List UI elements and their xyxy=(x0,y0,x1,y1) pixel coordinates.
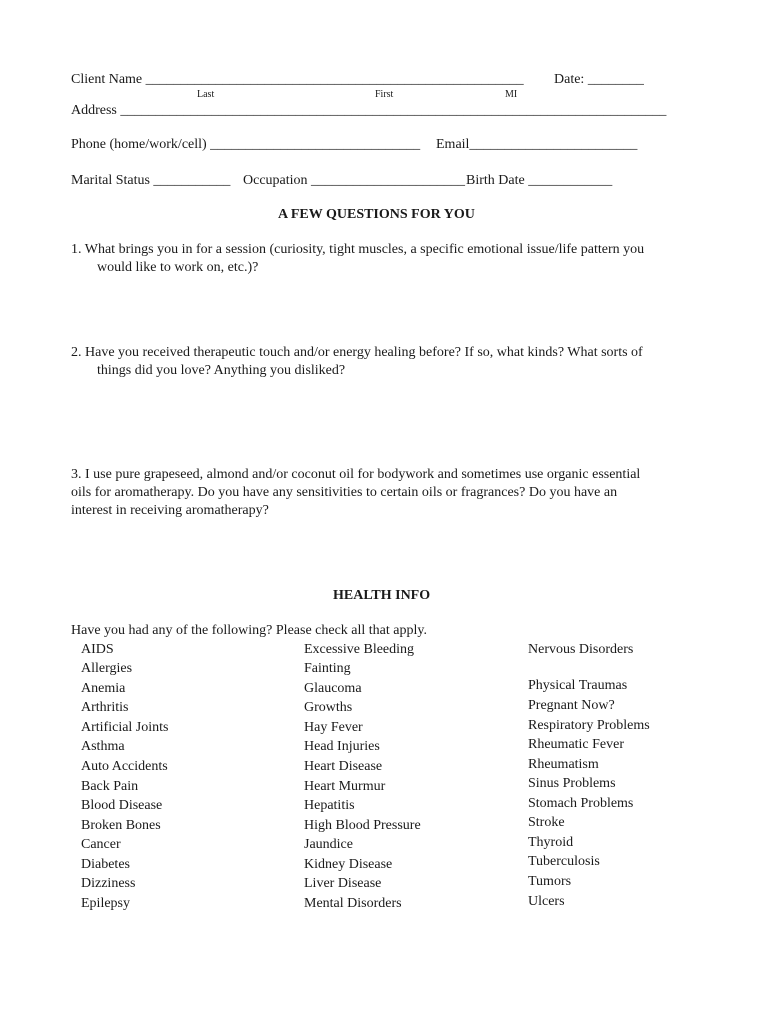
last-name-sublabel: Last xyxy=(197,89,215,100)
middle-initial-sublabel: MI xyxy=(505,89,518,100)
question-3-line-3: interest in receiving aromatherapy? xyxy=(71,503,269,518)
condition-item[interactable]: Thyroid xyxy=(528,835,574,850)
question-2 xyxy=(71,344,643,380)
condition-item[interactable]: Ulcers xyxy=(528,894,565,909)
condition-item[interactable]: Auto Accidents xyxy=(81,759,168,774)
condition-item[interactable]: Mental Disorders xyxy=(304,896,402,911)
condition-item[interactable]: High Blood Pressure xyxy=(304,818,421,833)
condition-item[interactable]: Liver Disease xyxy=(304,876,382,891)
condition-item[interactable]: AIDS xyxy=(81,642,114,657)
condition-item[interactable]: Blood Disease xyxy=(81,798,163,813)
health-heading: HEALTH INFO xyxy=(333,588,431,603)
question-3 xyxy=(71,466,640,520)
question-3-line-2: oils for aromatherapy. Do you have any sensitivities to certain oils or fragrances? Do you have an xyxy=(71,485,618,500)
condition-item[interactable]: Tuberculosis xyxy=(528,854,600,869)
condition-item[interactable]: Growths xyxy=(304,700,353,715)
condition-item[interactable]: Asthma xyxy=(81,739,125,754)
condition-item[interactable]: Anemia xyxy=(81,681,126,696)
question-1-line-2: would like to work on, etc.)? xyxy=(97,260,259,275)
question-2-line-2: things did you love? Anything you disliked? xyxy=(97,363,346,378)
condition-item[interactable]: Artificial Joints xyxy=(81,720,169,735)
question-2-line-1: 2. Have you received therapeutic touch and/or energy healing before? If so, what kinds? What sorts of xyxy=(71,345,643,360)
first-name-sublabel: First xyxy=(375,89,394,100)
condition-item[interactable]: Excessive Bleeding xyxy=(304,642,415,657)
condition-item[interactable]: Epilepsy xyxy=(81,896,130,911)
marital-status-field[interactable]: Marital Status ___________ xyxy=(71,173,231,188)
condition-item[interactable]: Stomach Problems xyxy=(528,796,634,811)
address-field[interactable]: Address ______________________________________________________________________________ xyxy=(71,103,667,118)
occupation-field[interactable]: Occupation ______________________ xyxy=(243,173,466,188)
question-3-line-1: 3. I use pure grapeseed, almond and/or coconut oil for bodywork and sometimes use organic essential xyxy=(71,467,641,482)
condition-item[interactable]: Glaucoma xyxy=(304,681,362,696)
condition-item[interactable]: Arthritis xyxy=(81,700,129,715)
condition-item[interactable]: Diabetes xyxy=(81,857,130,872)
condition-item[interactable]: Hepatitis xyxy=(304,798,355,813)
condition-item[interactable]: Broken Bones xyxy=(81,818,161,833)
condition-item[interactable]: Respiratory Problems xyxy=(528,718,650,733)
condition-item[interactable]: Allergies xyxy=(81,661,133,676)
condition-item[interactable]: Heart Disease xyxy=(304,759,383,774)
condition-item[interactable]: Cancer xyxy=(81,837,121,852)
condition-item[interactable]: Head Injuries xyxy=(304,739,380,754)
questions-heading: A FEW QUESTIONS FOR YOU xyxy=(278,207,475,222)
condition-item[interactable]: Stroke xyxy=(528,815,565,830)
condition-item[interactable]: Dizziness xyxy=(81,876,136,891)
email-field[interactable]: Email________________________ xyxy=(436,137,638,152)
condition-item[interactable]: Back Pain xyxy=(81,779,139,794)
question-1-line-1: 1. What brings you in for a session (curiosity, tight muscles, a specific emotional issue/life pattern you xyxy=(71,242,645,257)
date-field[interactable]: Date: ________ xyxy=(554,72,644,87)
question-1 xyxy=(71,241,644,277)
condition-item[interactable]: Tumors xyxy=(528,874,572,889)
phone-field[interactable]: Phone (home/work/cell) ______________________________ xyxy=(71,137,421,152)
condition-item[interactable]: Fainting xyxy=(304,661,351,676)
condition-item[interactable]: Heart Murmur xyxy=(304,779,386,794)
condition-item[interactable]: Jaundice xyxy=(304,837,353,852)
condition-item[interactable]: Hay Fever xyxy=(304,720,363,735)
condition-item[interactable]: Kidney Disease xyxy=(304,857,393,872)
health-intro: Have you had any of the following? Please check all that apply. xyxy=(71,623,427,638)
condition-item[interactable]: Nervous Disorders xyxy=(528,642,634,657)
birth-date-field[interactable]: Birth Date ____________ xyxy=(466,173,613,188)
condition-item[interactable]: Rheumatic Fever xyxy=(528,737,625,752)
client-name-field[interactable]: Client Name ______________________________________________________ xyxy=(71,72,524,87)
condition-item[interactable]: Physical Traumas xyxy=(528,678,628,693)
condition-item[interactable]: Sinus Problems xyxy=(528,776,616,791)
condition-item[interactable]: Pregnant Now? xyxy=(528,698,615,713)
condition-item[interactable]: Rheumatism xyxy=(528,757,599,772)
